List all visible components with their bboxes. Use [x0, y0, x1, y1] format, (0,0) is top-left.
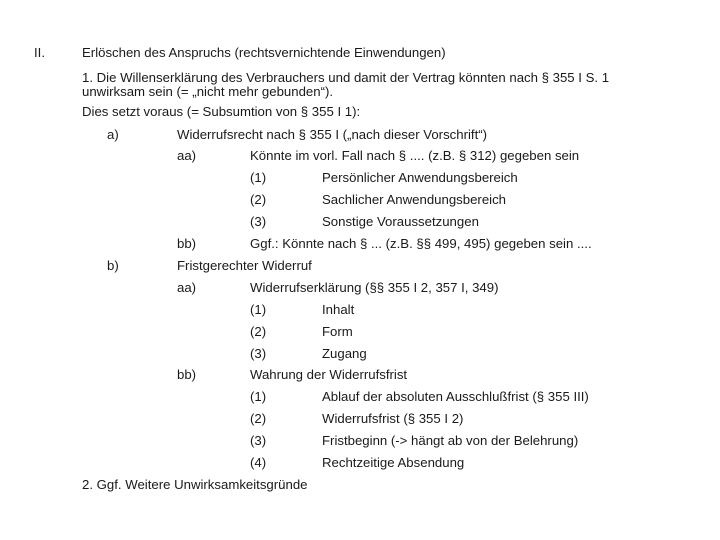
a-bb-text: Ggf.: Könnte nach § ... (z.B. §§ 499, 495) gegeben sein .... [250, 236, 592, 251]
a-aa-item-3-text: Sonstige Voraussetzungen [322, 214, 479, 229]
b-bb-marker: bb) [177, 367, 197, 382]
a-aa-item-3-num: (3) [250, 214, 267, 229]
b-bb-item-2-num: (2) [250, 411, 267, 426]
b-aa-item-2-text: Form [322, 324, 353, 339]
section-title: Erlöschen des Anspruchs (rechtsvernichtende Einwendungen) [82, 45, 446, 60]
b-aa-item-3-num: (3) [250, 346, 267, 361]
b-title: Fristgerechter Widerruf [177, 258, 312, 273]
a-bb-marker: bb) [177, 236, 197, 251]
a-title: Widerrufsrecht nach § 355 I („nach dieser Vorschrift“) [177, 127, 488, 142]
b-bb-item-2-text: Widerrufsfrist (§ 355 I 2) [322, 411, 464, 426]
b-marker: b) [107, 258, 119, 273]
b-aa-item-2-num: (2) [250, 324, 267, 339]
a-marker: a) [107, 127, 119, 142]
b-bb-item-4-num: (4) [250, 455, 267, 470]
b-aa-item-3-text: Zugang [322, 346, 367, 361]
b-bb-item-4-text: Rechtzeitige Absendung [322, 455, 465, 470]
b-aa-item-1-num: (1) [250, 302, 267, 317]
b-bb-text: Wahrung der Widerrufsfrist [250, 367, 408, 382]
b-aa-item-1-text: Inhalt [322, 302, 355, 317]
a-aa-item-2-num: (2) [250, 192, 267, 207]
b-aa-text: Widerrufserklärung (§§ 355 I 2, 357 I, 349) [250, 280, 499, 295]
point-2-text: 2. Ggf. Weitere Unwirksamkeitsgründe [82, 477, 308, 492]
premise-text: Dies setzt voraus (= Subsumtion von § 355 I 1): [82, 104, 361, 119]
a-aa-item-1-text: Persönlicher Anwendungsbereich [322, 170, 518, 185]
b-bb-item-1-num: (1) [250, 389, 267, 404]
a-aa-item-2-text: Sachlicher Anwendungsbereich [322, 192, 507, 207]
point-1-line-2: unwirksam sein (= „nicht mehr gebunden“). [82, 84, 334, 99]
a-aa-marker: aa) [177, 148, 197, 163]
point-1-line-1: 1. Die Willenserklärung des Verbrauchers und damit der Vertrag könnten nach § 355 I S. 1 [82, 70, 610, 85]
a-aa-item-1-num: (1) [250, 170, 267, 185]
section-number: II. [34, 45, 45, 60]
b-bb-item-1-text: Ablauf der absoluten Ausschlußfrist (§ 355 III) [322, 389, 589, 404]
b-bb-item-3-text: Fristbeginn (-> hängt ab von der Belehrung) [322, 433, 579, 448]
b-aa-marker: aa) [177, 280, 197, 295]
b-bb-item-3-num: (3) [250, 433, 267, 448]
a-aa-text: Könnte im vorl. Fall nach § .... (z.B. § 312) gegeben sein [250, 148, 580, 163]
